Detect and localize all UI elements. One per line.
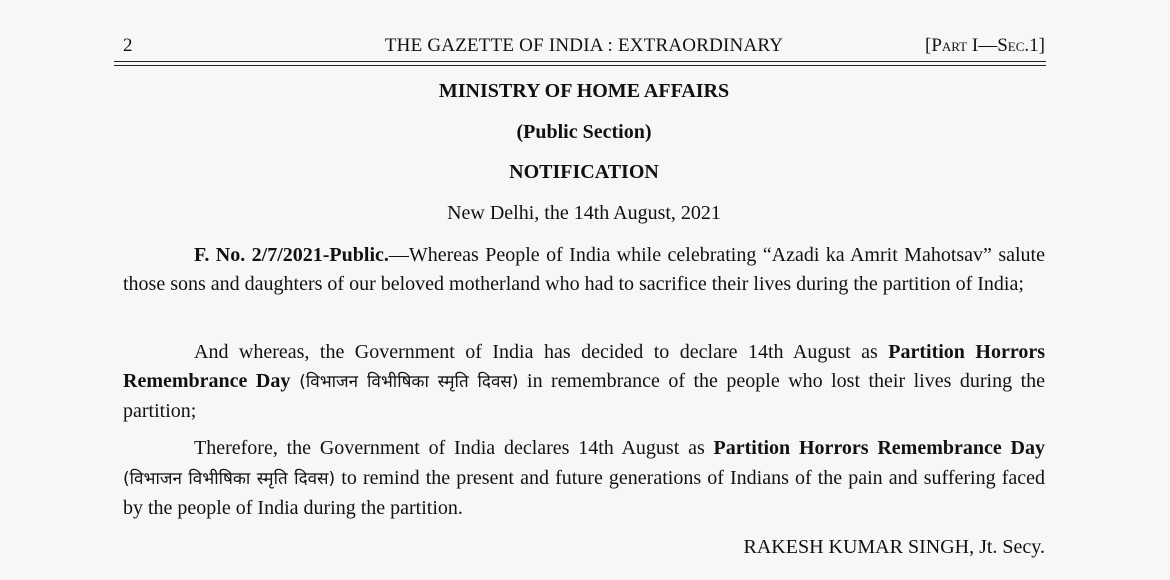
gazette-header	[123, 33, 1045, 59]
page-number: 2	[123, 35, 133, 56]
section-heading: (Public Section)	[516, 121, 652, 143]
declaration-tail: to remind the present and future generations of Indians of the pain and suffering faced by the people of India during the partition.	[123, 467, 1045, 519]
part-open: [P	[925, 35, 942, 56]
hindi-day-name: (विभाजन विभीषिका स्मृति दिवस)	[123, 469, 336, 489]
paragraph-declaration	[123, 434, 1045, 523]
part-small-caps: art	[941, 35, 968, 56]
header-rule-top	[114, 61, 1046, 62]
header-rule-bottom	[114, 65, 1046, 66]
day-name: Partition Horrors Remembrance Day	[123, 341, 1045, 392]
preamble-text: —Whereas People of India while celebrating “Azadi ka Amrit Mahotsav” salute those sons and daughters of our beloved motherland who had to sacrifice their lives during the partition of India;	[123, 244, 1045, 295]
signatory: RAKESH KUMAR SINGH, Jt. Secy.	[743, 536, 1045, 558]
notification-heading: NOTIFICATION	[509, 161, 659, 183]
part-mid: I—S	[967, 35, 1008, 56]
file-number: F. No. 2/7/2021-Public.	[194, 244, 389, 266]
paragraph-decision	[123, 338, 1045, 426]
paragraph-preamble	[123, 241, 1045, 299]
decision-tail: in remembrance of the people who lost their lives during the partition;	[123, 370, 1045, 422]
part-close: .1]	[1024, 35, 1045, 56]
sec-small-caps: ec	[1007, 35, 1025, 56]
declaration-lead: Therefore, the Government of India declares 14th August as	[194, 437, 714, 459]
decision-lead: And whereas, the Government of India has decided to declare 14th August as	[194, 341, 889, 363]
day-name: Partition Horrors Remembrance Day	[713, 437, 1045, 459]
part-section-label	[925, 33, 1045, 59]
ministry-heading: MINISTRY OF HOME AFFAIRS	[438, 80, 730, 102]
gazette-title: THE GAZETTE OF INDIA : EXTRAORDINARY	[384, 35, 784, 56]
dateline: New Delhi, the 14th August, 2021	[447, 202, 721, 224]
hindi-day-name: (विभाजन विभीषिका स्मृति दिवस)	[290, 372, 519, 392]
